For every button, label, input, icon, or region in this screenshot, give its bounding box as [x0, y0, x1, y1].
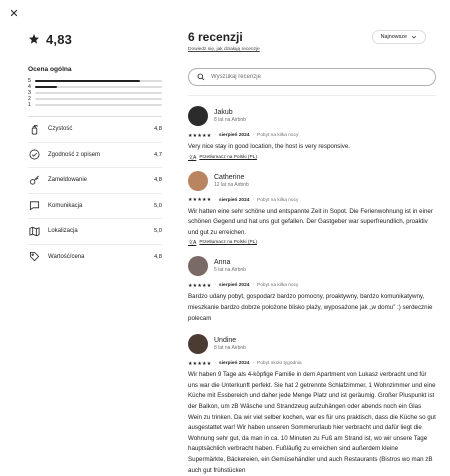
review-meta [188, 360, 436, 367]
search-box[interactable] [188, 68, 436, 86]
review-date: sierpień 2024 [219, 283, 250, 289]
category-communication [28, 193, 162, 219]
spray-bottle-icon [28, 123, 40, 135]
avatar[interactable] [188, 334, 208, 354]
overall-rating: 4,83 [46, 31, 73, 47]
translate-label: Przetłumacz na Polski (PL) [199, 240, 257, 246]
review-stay: Pobyt około tygodnia [257, 361, 302, 367]
separator-dot: · [214, 361, 217, 367]
separator-dot: · [252, 361, 255, 367]
distribution-bar [35, 98, 162, 100]
translate-link[interactable] [188, 154, 436, 161]
review-stay: Pobyt na kilka nocy [257, 283, 299, 289]
translate-link[interactable] [188, 239, 436, 246]
review-stars: ★★★★★ [188, 282, 212, 289]
category-checkin [28, 167, 162, 193]
review-header [188, 332, 436, 356]
category-cleanliness [28, 116, 162, 142]
avatar[interactable] [188, 256, 208, 276]
translate-icon: 文A [188, 154, 197, 161]
category-score: 5,0 [153, 202, 162, 209]
overall-rating-title: Ocena ogólna [28, 66, 72, 73]
separator-dot: · [252, 197, 255, 203]
category-score: 5,0 [153, 228, 162, 235]
category-score: 4,8 [153, 126, 162, 133]
search-input[interactable] [211, 74, 427, 80]
category-label: Zameldowanie [48, 177, 88, 184]
reviews-panel [188, 28, 436, 474]
separator-dot: · [252, 283, 255, 289]
chat-bubble-icon [28, 200, 40, 212]
category-label: Zgodność z opisem [48, 151, 101, 158]
separator-dot: · [252, 133, 255, 138]
distribution-bar [35, 80, 162, 82]
category-value [28, 244, 162, 270]
reviewer-name: Catherine [214, 173, 245, 181]
reviewer-name: Jakub [214, 109, 233, 116]
category-label: Lokalizacja [48, 228, 78, 235]
sort-dropdown[interactable] [372, 30, 426, 44]
reviews-title: 6 recenzji [188, 30, 243, 44]
reviewer-tenure: 8 lat na Airbnb [214, 345, 246, 352]
key-icon [28, 174, 40, 186]
review-item [188, 254, 436, 324]
chevron-down-icon [411, 34, 417, 40]
review-stay: Pobyt na kilka nocy [257, 133, 299, 138]
category-location [28, 218, 162, 244]
sort-label: Najnowsze [380, 34, 407, 40]
review-stay: Pobyt na kilka nocy [257, 197, 299, 203]
distribution-label: 5 [28, 78, 31, 84]
category-score: 4,7 [153, 151, 162, 158]
learn-reviews-link[interactable]: Dowiedz się, jak działają recenzje [188, 47, 260, 52]
distribution-fill [35, 86, 57, 88]
review-stars: ★★★★★ [188, 360, 212, 367]
review-date: sierpień 2024 [219, 361, 250, 367]
reviewer-tenure: 5 lat na Airbnb [214, 267, 246, 274]
reviewer-name: Anna [214, 259, 231, 267]
review-item [188, 104, 436, 161]
reviewer-tenure: 8 lat na Airbnb [214, 117, 246, 123]
translate-icon: 文A [188, 240, 197, 247]
review-item [188, 332, 436, 476]
category-score: 4,8 [153, 177, 162, 184]
review-stars: ★★★★★ [188, 197, 212, 204]
search-icon [197, 73, 205, 81]
review-header [188, 254, 436, 278]
review-stars: ★★★★★ [188, 132, 212, 139]
review-meta [188, 197, 436, 204]
distribution-label: 4 [28, 84, 31, 90]
review-header [188, 104, 436, 128]
avatar[interactable] [188, 171, 208, 191]
review-date: sierpień 2024 [219, 197, 250, 203]
translate-label: Przetłumacz na Polski (PL) [199, 154, 257, 160]
review-text: Wir hatten eine sehr schöne und entspannte Zeit in Sopot. Die Ferienwohnung ist in einer schönen Gegend und hat uns gut gefallen. Der Gastgeber war superfreundlich, proaktiv und gut zu erreichen. [188, 207, 433, 236]
review-text: Wir haben 9 Tage als 4-köpfige Familie in dem Apartment von Lukasz verbracht und für uns war die Unterkunft perfekt. Sie hat 2 getrennte Schlafzimmer, 1 Wohnzimmer und eine Küche mit Essbereich und daher jede Menge Platz und ist geräumig. Großer Pluspunkt ist der Balkon, um zB Wäsche und Strandzeug aufzuhängen oder abends noch ein Glas Wein zu trinken. Da wir viel selber kochen, war es für uns praktisch, dass die Küche so gut ausgestattet war! Wir haben unseren Sommerurlaub hier verbracht und dafür liegt die Wohnung sehr gut, da man in ca. 10 Minuten zu Fuß am Strand ist, wo wir unsere Tage hauptsächlich verbracht haben. Fußläufig zu erreichen sind außerdem kleine Supermärkte, Bäckereien, ein Gemüsehändler und auch Restaurants (Bistros wo man zB auch gut frühstücken [188, 371, 436, 474]
avatar[interactable] [188, 106, 208, 126]
map-icon [28, 225, 40, 237]
distribution-bar [35, 104, 162, 106]
category-accuracy [28, 142, 162, 168]
check-circle-icon [28, 149, 40, 161]
review-text: Very nice stay in good location, the host is very responsive. [188, 143, 350, 150]
divider [188, 95, 436, 96]
reviewer-tenure: 12 lat na Airbnb [214, 181, 249, 188]
separator-dot: · [214, 283, 217, 289]
reviewer-name: Undine [214, 337, 237, 345]
separator-dot: · [214, 133, 217, 138]
review-date: sierpień 2024 [219, 133, 250, 138]
review-header [188, 169, 436, 193]
distribution-row [28, 102, 162, 108]
category-ratings [28, 116, 162, 269]
review-meta [188, 132, 436, 139]
category-label: Czystość [48, 126, 73, 133]
distribution-label: 3 [28, 90, 31, 96]
review-meta [188, 282, 436, 289]
separator-dot: · [214, 197, 217, 203]
review-item [188, 169, 436, 247]
distribution-bar [35, 92, 162, 94]
distribution-label: 1 [28, 102, 31, 108]
rating-summary [28, 28, 162, 269]
category-score: 4,8 [153, 253, 162, 260]
rating-distribution [28, 78, 162, 108]
review-text: Bardzo udany pobyt, gospodarz bardzo pomocny, proaktywny, bardzo komunikatywny, mieszkanie bardzo dobrze położone blisko plaży, wyposażone jak „w domu” :) serdecznie polecam [188, 293, 433, 322]
reviews-list [188, 104, 436, 474]
distribution-fill [35, 80, 140, 82]
star-icon [28, 33, 40, 45]
price-tag-icon [28, 251, 40, 263]
close-button[interactable]: ✕ [9, 8, 19, 20]
distribution-bar [35, 86, 162, 88]
category-label: Komunikacja [48, 202, 83, 209]
distribution-label: 2 [28, 96, 31, 102]
rating-header [28, 28, 162, 50]
category-label: Wartość/cena [48, 253, 85, 260]
